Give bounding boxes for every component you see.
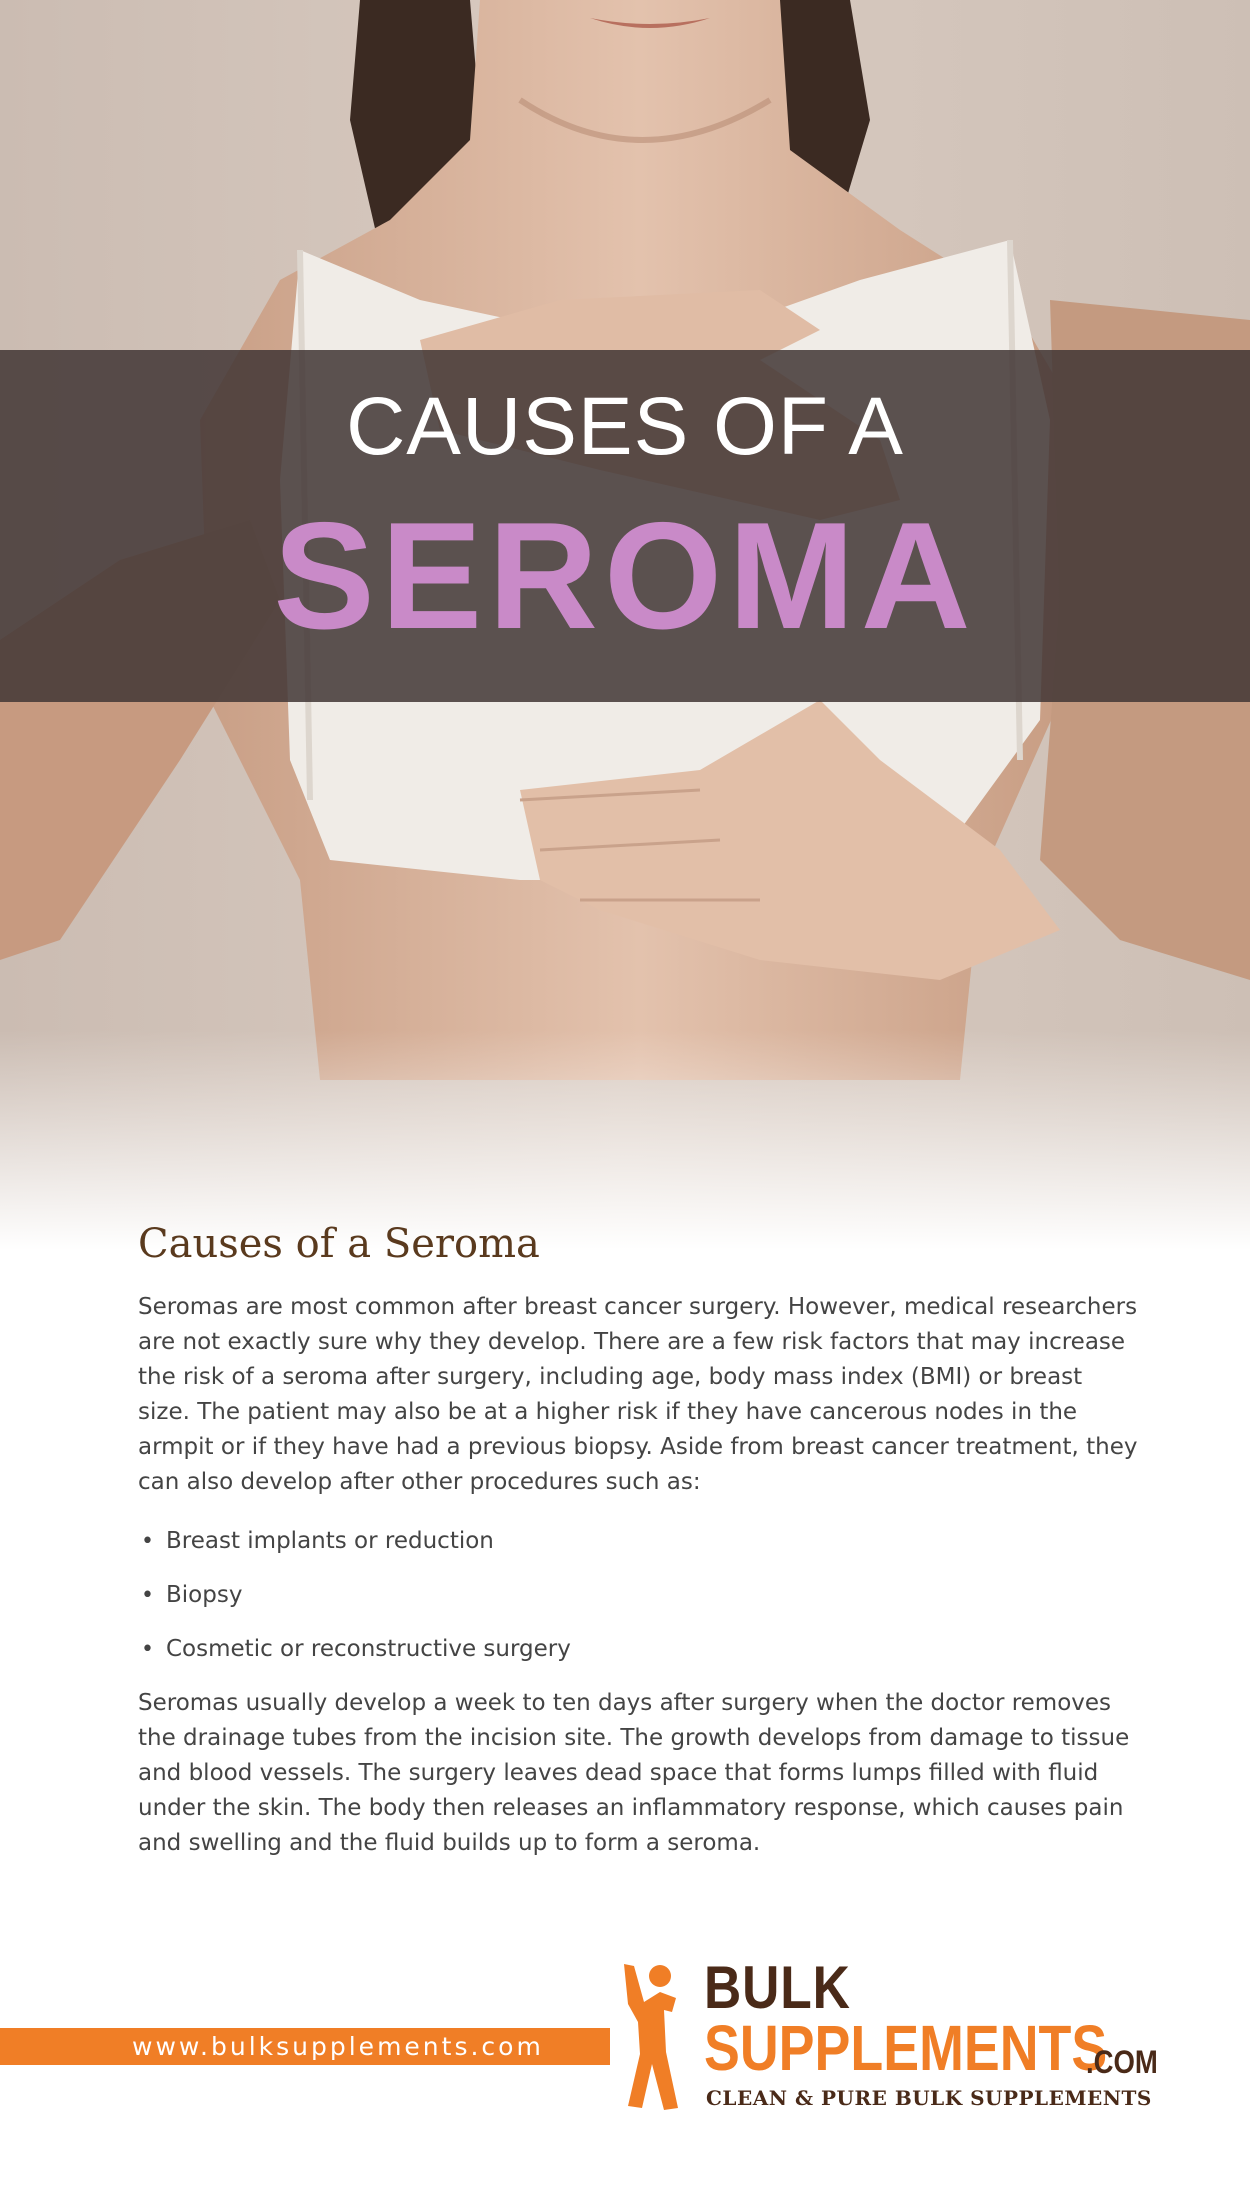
- list-item-label: Breast implants or reduction: [166, 1528, 494, 1554]
- bullet-dot: •: [141, 1637, 154, 1662]
- article: [138, 1218, 1138, 1861]
- outro-paragraph: Seromas usually develop a week to ten days after surgery when the doctor removes the drainage tubes from the incision site. The growth develops from damage to tissue and blood vessels. The surgery leaves dead space that forms lumps filled with fluid under the skin. The body then releases an inflammatory response, which causes pain and swelling and the fluid builds up to form a seroma.: [138, 1690, 1130, 1856]
- list-item: [138, 1578, 1138, 1613]
- logo-text-supplements: SUPPLEMENTS: [704, 2012, 1108, 2084]
- bullet-dot: •: [141, 1529, 154, 1554]
- list-item: [138, 1632, 1138, 1667]
- list-item: [138, 1524, 1138, 1559]
- logo-tagline: CLEAN & PURE BULK SUPPLEMENTS: [706, 2086, 1152, 2110]
- bulksupplements-logo: [620, 1954, 1160, 2118]
- bullet-dot: •: [141, 1583, 154, 1608]
- list-item-label: Biopsy: [166, 1582, 243, 1608]
- website-link[interactable]: www.bulksupplements.com: [132, 2032, 544, 2061]
- hero-title-line1: CAUSES OF A: [346, 381, 904, 472]
- list-item-label: Cosmetic or reconstructive surgery: [166, 1636, 571, 1662]
- intro-paragraph: Seromas are most common after breast cancer surgery. However, medical researchers are not exactly sure why they develop. There are a few risk factors that may increase the risk of a seroma after surgery, including age, body mass index (BMI) or breast size. The patient may also be at a higher risk if they have cancerous nodes in the armpit or if they have had a previous biopsy. Aside from breast cancer treatment, they can also develop after other procedures such as:: [138, 1294, 1138, 1495]
- hero-title-line2: SEROMA: [273, 491, 977, 661]
- logo-text-com: .COM: [1086, 2044, 1158, 2080]
- procedures-list: [138, 1524, 1138, 1667]
- article-heading: Causes of a Seroma: [138, 1221, 540, 1267]
- logo-text-bulk: BULK: [704, 1954, 851, 2021]
- bulk-figure-logo-icon: [620, 1962, 684, 2112]
